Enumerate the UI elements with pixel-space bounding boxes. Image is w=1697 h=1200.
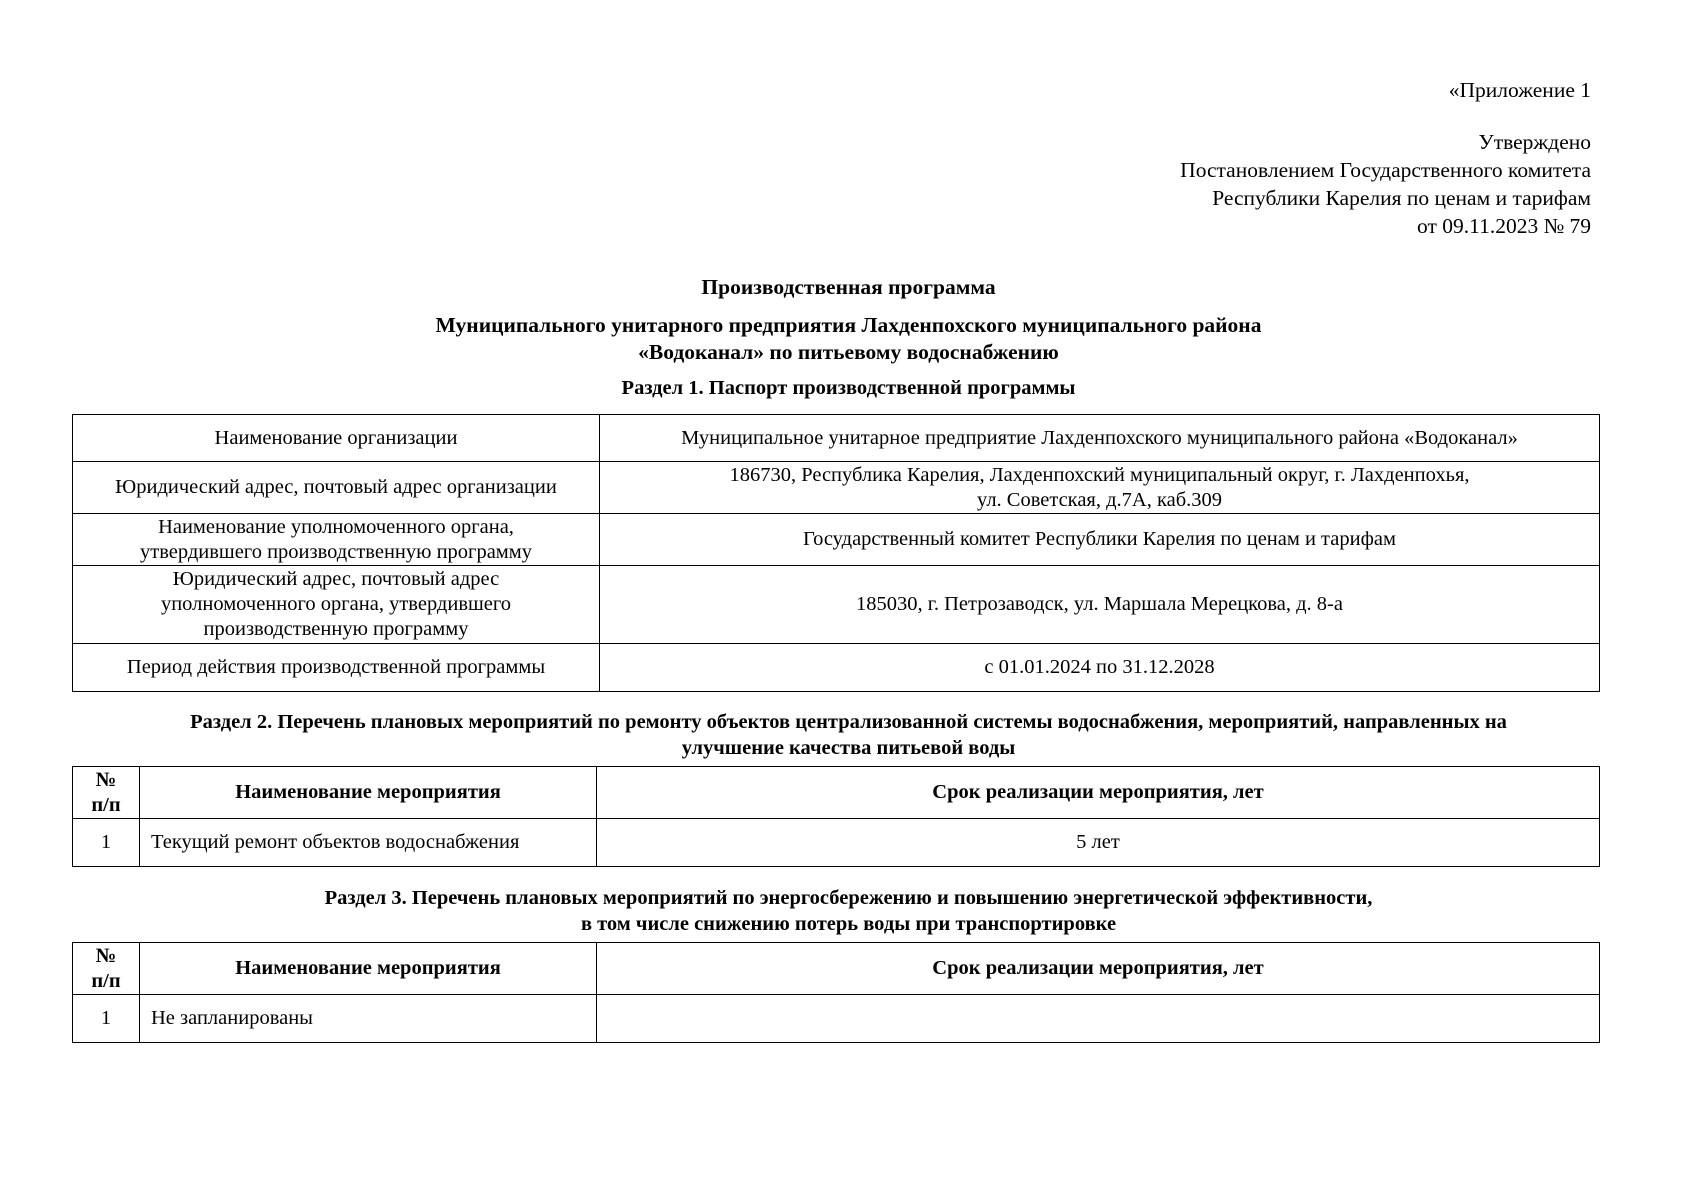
table-row bbox=[73, 995, 1600, 1043]
number-header-line: № bbox=[95, 768, 117, 791]
table-row bbox=[73, 514, 1600, 566]
event-name-cell: Не запланированы bbox=[140, 995, 597, 1043]
number-header-line: п/п bbox=[91, 793, 121, 816]
event-name-cell: Текущий ремонт объектов водоснабжения bbox=[140, 819, 597, 867]
document-title: Производственная программа bbox=[701, 275, 996, 299]
passport-value-cell: Государственный комитет Республики Карелия по ценам и тарифам bbox=[600, 514, 1600, 566]
appendix-label: «Приложение 1 bbox=[1448, 78, 1591, 102]
approval-line-2: Республики Карелия по ценам и тарифам bbox=[1212, 186, 1591, 210]
table-row bbox=[73, 819, 1600, 867]
passport-label-cell bbox=[73, 514, 600, 566]
passport-value-cell: с 01.01.2024 по 31.12.2028 bbox=[600, 644, 1600, 692]
number-header-line: № bbox=[95, 944, 117, 967]
approval-line-1: Постановлением Государственного комитета bbox=[1180, 158, 1591, 182]
passport-label-cell bbox=[73, 566, 600, 644]
table-row bbox=[73, 415, 1600, 462]
event-term-header: Срок реализации мероприятия, лет bbox=[597, 943, 1600, 995]
approval-line-3: от 09.11.2023 № 79 bbox=[1417, 214, 1591, 238]
number-header-line: п/п bbox=[91, 969, 121, 992]
event-term-header: Срок реализации мероприятия, лет bbox=[597, 767, 1600, 819]
table-row bbox=[73, 462, 1600, 514]
passport-value-line: 186730, Республика Карелия, Лахденпохский муниципальный округ, г. Лахденпохья, bbox=[729, 463, 1470, 486]
table-row bbox=[73, 644, 1600, 692]
event-term-cell bbox=[597, 995, 1600, 1043]
passport-label-line: Юридический адрес, почтовый адрес bbox=[172, 568, 500, 590]
table-header-row bbox=[73, 767, 1600, 819]
table-header-row bbox=[73, 943, 1600, 995]
passport-label-cell: Период действия производственной программы bbox=[73, 644, 600, 692]
event-term-cell: 5 лет bbox=[597, 819, 1600, 867]
section-3-heading bbox=[0, 885, 1697, 937]
repair-events-table bbox=[72, 766, 1600, 867]
event-name-header: Наименование мероприятия bbox=[140, 767, 597, 819]
section-1-heading: Раздел 1. Паспорт производственной программы bbox=[621, 377, 1076, 399]
passport-label-line: утвердившего производственную программу bbox=[139, 540, 533, 563]
section-3-heading-line: Раздел 3. Перечень плановых мероприятий по энергосбережению и повышению энергетической эффективности, bbox=[324, 887, 1373, 909]
organization-title-line-2: «Водоканал» по питьевому водоснабжению bbox=[638, 340, 1059, 364]
row-number-cell: 1 bbox=[73, 819, 140, 867]
event-name-header: Наименование мероприятия bbox=[140, 943, 597, 995]
passport-value-line: ул. Советская, д.7А, каб.309 bbox=[976, 488, 1223, 511]
passport-value-cell: Муниципальное унитарное предприятие Лахденпохского муниципального района «Водоканал» bbox=[600, 415, 1600, 462]
passport-value-cell: 185030, г. Петрозаводск, ул. Маршала Мерецкова, д. 8-а bbox=[600, 566, 1600, 644]
approved-label: Утверждено bbox=[1478, 130, 1591, 154]
table-row bbox=[73, 566, 1600, 644]
section-2-heading-line: улучшение качества питьевой воды bbox=[681, 737, 1016, 759]
passport-label-line: Наименование уполномоченного органа, bbox=[158, 515, 514, 538]
approval-block bbox=[1180, 76, 1591, 240]
number-header bbox=[73, 943, 140, 995]
row-number-cell: 1 bbox=[73, 995, 140, 1043]
passport-label-cell: Юридический адрес, почтовый адрес организации bbox=[73, 462, 600, 514]
passport-label-line: уполномоченного органа, утвердившего bbox=[160, 593, 512, 615]
section-3-heading-line: в том числе снижению потерь воды при транспортировке bbox=[580, 913, 1117, 935]
number-header bbox=[73, 767, 140, 819]
energy-events-table bbox=[72, 942, 1600, 1043]
passport-label-line: производственную программу bbox=[203, 618, 469, 640]
section-2-heading-line: Раздел 2. Перечень плановых мероприятий по ремонту объектов централизованной системы водоснабжения, мероприятий, направленных на bbox=[190, 711, 1507, 733]
section-2-heading bbox=[0, 709, 1697, 761]
passport-label-cell: Наименование организации bbox=[73, 415, 600, 462]
passport-table bbox=[72, 414, 1600, 692]
passport-value-cell bbox=[600, 462, 1600, 514]
organization-title-line-1: Муниципального унитарного предприятия Лахденпохского муниципального района bbox=[435, 313, 1262, 337]
